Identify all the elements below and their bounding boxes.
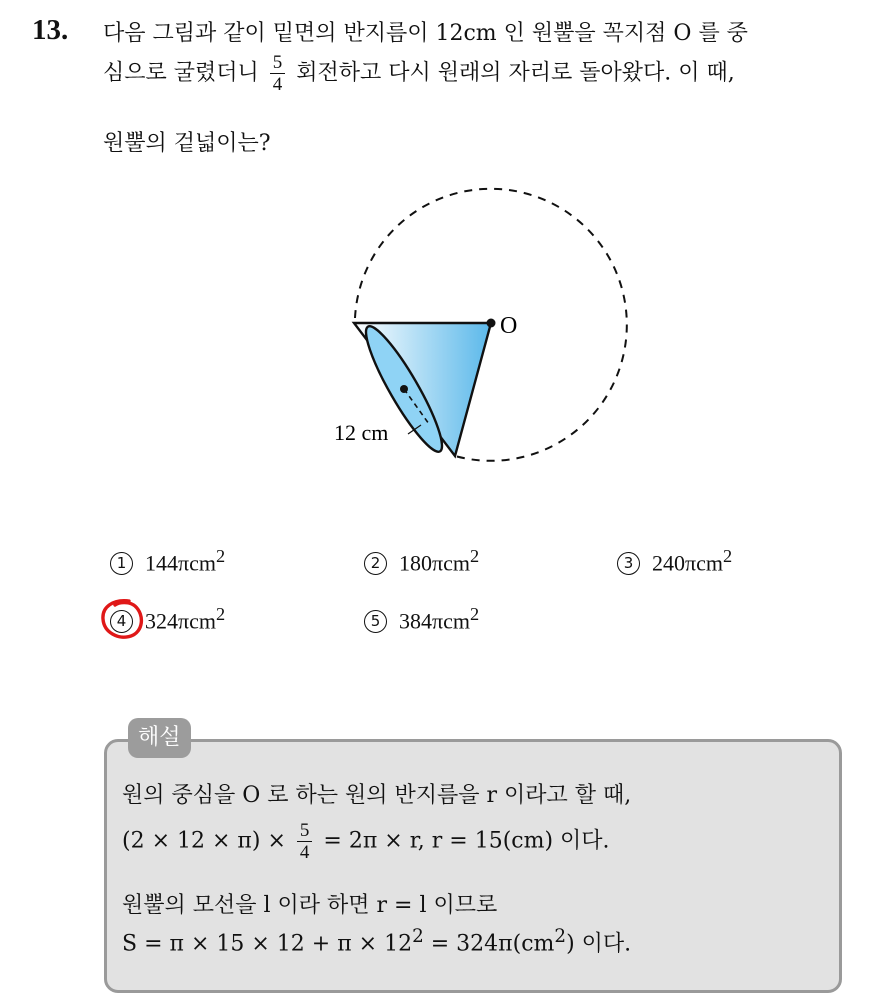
choice-2-number: 2	[364, 552, 387, 575]
solution-line-2-post: = 2π × r, r = 15(cm) 이다.	[323, 828, 610, 854]
question-line-2-before: 심으로 굴렸더니	[103, 60, 259, 86]
choice-3[interactable]: 3 240πcm$^2$	[617, 546, 732, 576]
vertex-label: O	[500, 313, 518, 339]
question-line-2	[103, 52, 735, 95]
answer-mark-circle	[99, 597, 147, 643]
choice-1-number: 1	[110, 552, 133, 575]
solution-line-2	[122, 820, 610, 863]
choice-4[interactable]: 4 324πcm$^2$	[110, 604, 225, 634]
question-line-3: 원뿔의 겉넓이는?	[103, 131, 271, 156]
radius-label: 12 cm	[334, 420, 389, 445]
solution-fraction: $\frac{5}{4}$	[297, 820, 313, 863]
solution-line-3: 원뿔의 모선을 l 이라 하면 r = l 이므로	[122, 893, 498, 918]
question-number: 13.	[32, 14, 69, 46]
question-line-2-after: 회전하고 다시 원래의 자리로 돌아왔다. 이 때,	[296, 60, 735, 86]
cone-figure	[320, 180, 650, 480]
solution-line-1: 원의 중심을 O 로 하는 원의 반지름을 r 이라고 할 때,	[122, 783, 632, 808]
solution-line-4: $S = \pi \times 15 \times 12 + \pi \times 12^2 = 324\pi(cm^2)$ 이다.	[122, 926, 632, 957]
rotation-fraction	[270, 52, 286, 95]
choice-4-number: 4	[110, 610, 133, 633]
base-center-point	[400, 385, 408, 393]
solution-tag: 해설	[128, 718, 191, 758]
question-line-1: 다음 그림과 같이 밑면의 반지름이 12cm 인 원뿔을 꼭지점 O 를 중	[103, 21, 748, 46]
choice-2[interactable]: 2 180πcm$^2$	[364, 546, 479, 576]
fraction-numerator: 5	[270, 52, 286, 74]
solution-line-2-pre: (2 × 12 × π) ×	[122, 828, 286, 854]
fraction-denominator: 4	[272, 74, 283, 95]
choice-5[interactable]: 5 384πcm$^2$	[364, 604, 479, 634]
choice-3-number: 3	[617, 552, 640, 575]
vertex-point	[487, 319, 496, 328]
choice-5-number: 5	[364, 610, 387, 633]
choice-1[interactable]: 1 144πcm$^2$	[110, 546, 225, 576]
